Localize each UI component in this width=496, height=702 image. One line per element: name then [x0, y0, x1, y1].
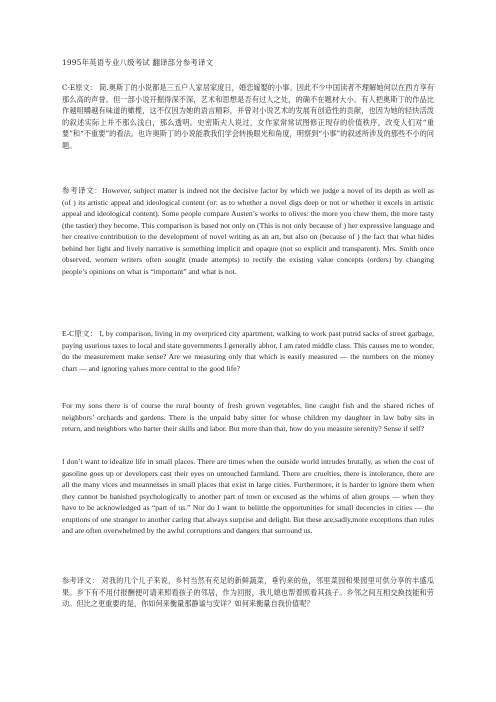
paragraph-ec-source-3: I don’t want to idealize life in small places. There are times when the outside world intrudes brutally, as when the cost of gasoline goes up or developers cast their eyes on untouched farmland. There are cruelties, there is intolerance, there are all the many vices and meannesses in small places that exist in large cities. Furthermore, it is harder to ignore them when they cannot be banished psychologically to another part of town or excused as the whims of alien groups — when they have to be acknowledged as “part of us.” Nor do I want to belittle the opportunities for small decencies in cities — the eruptions of one stranger to another caring that always surprise and delight. But these are,sadly,more exceptions than rules and are often overwhelmed by the awful corruptions and dangers that surround us.	[62, 457, 434, 535]
document-title: 1995年英语专业八级考试 翻译部分参考译文	[62, 58, 214, 67]
paragraph-ce-source: C-E原文： 简.奥斯丁的小说都是三五户人家居家度日，婚恋嫁娶的小事。因此不少中国读者不理解她何以在西方享有那么高的声誉。但一部小说开掘得深不深，艺术和思想是否有过人之处，的确不在题材大小。有人把奥斯丁的作品比作越咀嚼越有味道的橄榄，这不仅因为她的语言精彩，并曾对小说艺术的发展有创造性的贡献，也因为她的轻快活泼的叙述实际上并不那么浅白，那么透明。史密斯夫人说过，女作家常常试图修正现存的价值秩序，改变人们对“重要”和“不重要”的看法。也许奥斯丁的小说能教我们学会转换眼光和角度，明察到“小事”的叙述所涉及的那些不小的问题。	[62, 83, 434, 150]
paragraph-ec-translation: 参考译文： 对我的几个儿子来说，乡村当然有充足的新鲜蔬菜，垂钓来的鱼，邻里菜园和果园里可供分享的丰盛瓜果。乡下有不用付报酬便可请来照看孩子的邻居，作为回报，我儿媳也帮着照看其孩子。乡邻之间互相交换技能和劳动。但比之更重要的是，你如何来衡量那静谧与安详？如何来衡量自我价值呢？	[62, 576, 434, 609]
paragraph-ec-source: E-C原文： I, by comparison, living in my overpriced city apartment, walking to work past putrid sacks of street garbage, paying usurious taxes to local and state governments I generally abhor, I am rated middle class. This causes me to wonder, do the measurement make sense? Are we measuring only that which is easily measured — the numbers on the money chart — and ignoring values more central to the good life?	[62, 329, 434, 373]
paragraph-ec-source-2: For my sons there is of course the rural bounty of fresh grown vegetables, line caught fish and the shared riches of neighbors’ orchards and gardens. There is the unpaid baby sitter for whose children my daughter in law baby sits in return, and neighbors who barter their skills and labor. But more than that, how do you measure serenity? Sense if self?	[62, 401, 434, 433]
paragraph-ce-translation: 参考译文：However, subject matter is indeed not the decisive factor by which we judge a novel of its depth as well as (of ) its artistic appeal and ideological content (or: as to whether a novel digs deep or not or whether it excels in artistic appeal and ideological content). Some people compare Austen’s works to olives: the more you chew them, the more tasty (the tastier) they become. This comparison is based not only on (This is not only because of ) her expressive language and her creative contribution to the development of novel writing as an art, but also on (because of ) the fact that what hides behind her light and lively narrative is something implicit and opaque (not so explicit and transparent). Mrs. Smith once observed, women writers often sought (made attempts) to rectify the existing value concepts (orders) by changing people’s opinions on what is “important” and what is not.	[62, 186, 434, 276]
